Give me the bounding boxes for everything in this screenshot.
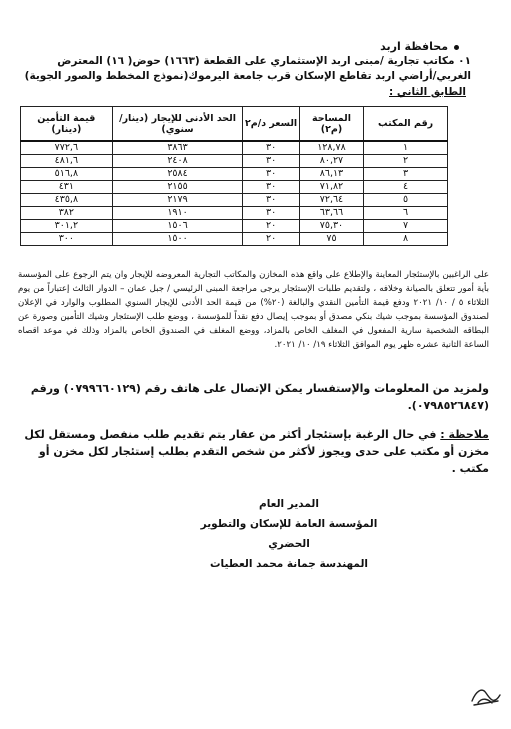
cell-min-rent: ٢١٧٩: [112, 194, 243, 207]
table-row: [21, 194, 448, 207]
cell-price: ٣٠: [243, 155, 299, 168]
handwritten-initials-icon: [468, 681, 504, 709]
cell-area: ٧٥,٣٠: [299, 220, 363, 233]
table-row: [21, 220, 448, 233]
floor-label: الطابق الثاني :: [389, 86, 466, 98]
cell-min-rent: ٢٤٠٨: [112, 155, 243, 168]
cell-area: ٧٢,٦٤: [299, 194, 363, 207]
cell-price: ٣٠: [243, 141, 299, 155]
conditions-paragraph: على الراغبين بالإستئجار المعاينة والإطلاع على واقع هذه المخازن والمكاتب التجارية المعروضه للإيجار وان يتم الرجوع على المؤسسة بأية أمور تتعلق بالصيانة وخلافه ، ولتقديم طلبات الإستئجار يرجى مراجعة المبنى الرئيسي / جبل عمان – الدوار الثالث إعتباراً من يوم الثلاثاء ٥ / ١٠/ ٢٠٢١ ودفع قيمة التأمين النقدي والبالغة (٢٠%) من قيمة الحد الأدنى للإيجار السنوي المطلوب والوارد في الإعلان لصندوق المؤسسة بموجب شيك بنكي مصدق أو بموجب إيصال دفع نقداً للمؤسسة ، ووضع طلب الإستئجار وشيك التأمين وصورة عن البطاقه الشخصية سارية المفعول في المغلف الخاص بالمزاد، ووضع المغلف في الصندوق الخاص بالمزاد وذلك في موعد اقصاه الساعة الثانية عشره ظهر يوم الموافق الثلاثاء ١٩/ ١٠/ ٢٠٢١.: [18, 270, 489, 350]
table-body: [21, 141, 448, 246]
cell-office-number: ٧: [364, 220, 448, 233]
cell-office-number: ٤: [364, 181, 448, 194]
table-row: [21, 233, 448, 246]
cell-price: ٢٠: [243, 220, 299, 233]
cell-office-number: ٣: [364, 168, 448, 181]
cell-price: ٢٠: [243, 233, 299, 246]
cell-min-rent: ٢٥٨٤: [112, 168, 243, 181]
cell-deposit: ٤٣٥,٨: [21, 194, 113, 207]
signatory-title: المدير العام: [259, 498, 319, 510]
cell-min-rent: ٣٨٦٣: [112, 141, 243, 155]
cell-min-rent: ١٥٠٦: [112, 220, 243, 233]
col-header-price: السعر د/م٢: [243, 107, 299, 142]
cell-price: ٣٠: [243, 207, 299, 220]
cell-deposit: ٥١٦,٨: [21, 168, 113, 181]
cell-price: ٣٠: [243, 168, 299, 181]
table-row: [21, 141, 448, 155]
note-text: في حال الرغبة بإستئجار أكثر من عقار يتم تقديم طلب منفصل ومستقل لكل مخزن أو مكتب على حدى ويجوز لأكثر من شخص التقدم بطلب إستئجار لكل مخزن أو مكتب .: [24, 428, 489, 475]
offices-table: [20, 106, 448, 246]
cell-deposit: ٣٨٢: [21, 207, 113, 220]
governorate-label: محافظة اربد: [380, 40, 448, 53]
cell-area: ٨٠,٢٧: [299, 155, 363, 168]
cell-deposit: ٣٠٠: [21, 233, 113, 246]
property-item-description: ٠١ مكاتب تجارية /مبنى اربد الإستثماري على القطعة (١٦٦٣) حوض( ١٦) المعترض الغربي/أراضي اربد تقاطع الإسكان قرب جامعة اليرموك(نموذج المخطط والصور الجوية): [24, 55, 471, 82]
cell-area: ١٢٨,٧٨: [299, 141, 363, 155]
cell-deposit: ٣٠١,٢: [21, 220, 113, 233]
cell-min-rent: ٢١٥٥: [112, 181, 243, 194]
cell-area: ٦٣,٦٦: [299, 207, 363, 220]
bullet-icon: [454, 45, 459, 50]
cell-area: ٧١,٨٢: [299, 181, 363, 194]
cell-office-number: ١: [364, 141, 448, 155]
table-row: [21, 181, 448, 194]
col-header-office-number: رقم المكتب: [364, 107, 448, 142]
cell-price: ٣٠: [243, 194, 299, 207]
cell-price: ٣٠: [243, 181, 299, 194]
col-header-min-rent: الحد الأدنى للإيجار (دينار/سنوي): [112, 107, 243, 142]
table-row: [21, 207, 448, 220]
cell-min-rent: ١٩١٠: [112, 207, 243, 220]
col-header-area: المساحة (م٢): [299, 107, 363, 142]
note-label: ملاحظة :: [440, 428, 489, 441]
table-row: [21, 155, 448, 168]
cell-office-number: ٢: [364, 155, 448, 168]
cell-area: ٨٦,١٣: [299, 168, 363, 181]
cell-min-rent: ١٥٠٠: [112, 233, 243, 246]
signatory-name: المهندسة جمانة محمد العطيات: [209, 558, 369, 570]
cell-office-number: ٥: [364, 194, 448, 207]
signature-block: [179, 494, 399, 574]
note-paragraph: [18, 426, 489, 477]
cell-deposit: ٤٨١,٦: [21, 155, 113, 168]
governorate-heading: [380, 40, 459, 53]
table-row: [21, 168, 448, 181]
contact-info-paragraph: ولمزيد من المعلومات والإستفسار يمكن الإتصال على هاتف رقم (٠٧٩٩٦٦٠١٢٩) ورقم (٠٧٩٨٥٢٦٨٤٧).: [30, 382, 489, 412]
cell-office-number: ٦: [364, 207, 448, 220]
col-header-deposit: قيمة التأمين (دينار): [21, 107, 113, 142]
signatory-organization: المؤسسة العامة للإسكان والتطوير الحضري: [200, 518, 378, 550]
cell-deposit: ٤٣١: [21, 181, 113, 194]
cell-area: ٧٥: [299, 233, 363, 246]
cell-deposit: ٧٧٢,٦: [21, 141, 113, 155]
cell-office-number: ٨: [364, 233, 448, 246]
table-header-row: [21, 107, 448, 142]
